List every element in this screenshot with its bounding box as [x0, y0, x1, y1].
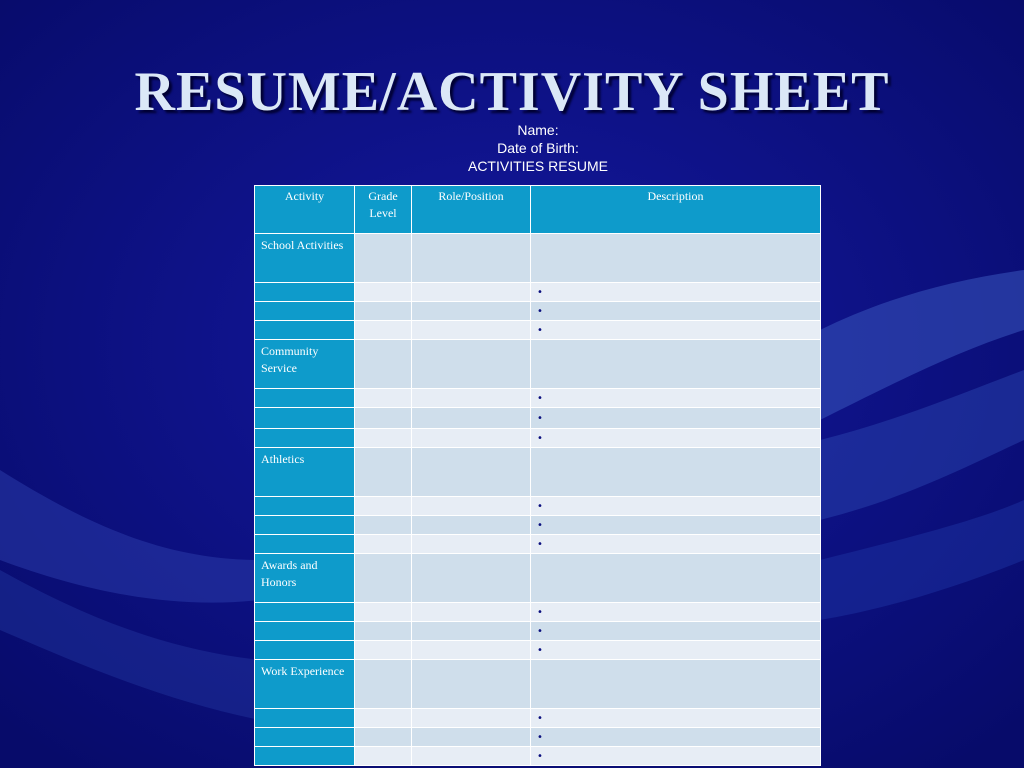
section-row [255, 234, 821, 283]
bullet-icon: • [537, 287, 543, 298]
header-role-position: Role/Position [412, 186, 531, 234]
bullet-icon: • [537, 713, 543, 724]
bullet-icon: • [537, 433, 543, 444]
activities-resume-label: ACTIVITIES RESUME [467, 158, 609, 174]
date-of-birth-label: Date of Birth: [497, 140, 579, 156]
activity-cell[interactable] [255, 603, 355, 622]
activity-cell[interactable] [255, 535, 355, 554]
table-row [255, 516, 821, 535]
role-position-cell[interactable] [412, 747, 531, 766]
bullet-icon: • [537, 626, 543, 637]
activity-cell[interactable] [255, 497, 355, 516]
description-cell[interactable] [531, 516, 821, 535]
grade-level-cell[interactable] [355, 283, 412, 302]
section-row [255, 448, 821, 497]
bullet-icon: • [537, 539, 543, 550]
resume-table [254, 185, 821, 766]
activity-cell[interactable] [255, 408, 355, 429]
description-cell[interactable] [531, 728, 821, 747]
bullet-icon: • [537, 645, 543, 656]
description-cell[interactable] [531, 622, 821, 641]
section-row [255, 340, 821, 389]
grade-level-cell[interactable] [355, 448, 412, 497]
grade-level-cell[interactable] [355, 709, 412, 728]
page-title: RESUME/ACTIVITY SHEET [134, 61, 890, 123]
table-row [255, 389, 821, 408]
grade-level-cell[interactable] [355, 408, 412, 429]
header-activity: Activity [255, 186, 355, 234]
header-grade-level: Grade Level [355, 186, 412, 234]
role-position-cell[interactable] [412, 429, 531, 448]
table-row [255, 321, 821, 340]
table-row [255, 747, 821, 766]
role-position-cell[interactable] [412, 554, 531, 603]
activity-cell[interactable] [255, 283, 355, 302]
grade-level-cell[interactable] [355, 535, 412, 554]
role-position-cell[interactable] [412, 283, 531, 302]
section-label: Awards and Honors [255, 554, 355, 603]
role-position-cell[interactable] [412, 497, 531, 516]
table-row [255, 728, 821, 747]
role-position-cell[interactable] [412, 408, 531, 429]
header-description: Description [531, 186, 821, 234]
grade-level-cell[interactable] [355, 321, 412, 340]
description-cell[interactable] [531, 234, 821, 283]
description-cell[interactable] [531, 535, 821, 554]
bullet-icon: • [537, 501, 543, 512]
bullet-icon: • [537, 751, 543, 762]
grade-level-cell[interactable] [355, 302, 412, 321]
role-position-cell[interactable] [412, 728, 531, 747]
table-row [255, 603, 821, 622]
table-row [255, 408, 821, 429]
table-row [255, 535, 821, 554]
description-cell[interactable] [531, 408, 821, 429]
bullet-icon: • [537, 306, 543, 317]
role-position-cell[interactable] [412, 622, 531, 641]
grade-level-cell[interactable] [355, 389, 412, 408]
activity-cell[interactable] [255, 321, 355, 340]
bullet-icon: • [537, 325, 543, 336]
table-row [255, 622, 821, 641]
description-cell[interactable] [531, 641, 821, 660]
section-label: School Activities [255, 234, 355, 283]
description-cell[interactable] [531, 321, 821, 340]
grade-level-cell[interactable] [355, 429, 412, 448]
grade-level-cell[interactable] [355, 340, 412, 389]
table-row [255, 709, 821, 728]
role-position-cell[interactable] [412, 709, 531, 728]
description-cell[interactable] [531, 747, 821, 766]
description-cell[interactable] [531, 340, 821, 389]
table-row [255, 497, 821, 516]
section-label: Community Service [255, 340, 355, 389]
section-label: Athletics [255, 448, 355, 497]
header-row [255, 186, 821, 234]
grade-level-cell[interactable] [355, 234, 412, 283]
grade-level-cell[interactable] [355, 554, 412, 603]
bullet-icon: • [537, 520, 543, 531]
bullet-icon: • [537, 413, 543, 424]
activity-cell[interactable] [255, 747, 355, 766]
activity-cell[interactable] [255, 429, 355, 448]
activity-cell[interactable] [255, 389, 355, 408]
bullet-icon: • [537, 393, 543, 404]
description-cell[interactable] [531, 660, 821, 709]
description-cell[interactable] [531, 554, 821, 603]
role-position-cell[interactable] [412, 340, 531, 389]
table-body [255, 234, 821, 766]
description-cell[interactable] [531, 302, 821, 321]
grade-level-cell[interactable] [355, 641, 412, 660]
role-position-cell[interactable] [412, 389, 531, 408]
grade-level-cell[interactable] [355, 603, 412, 622]
bullet-icon: • [537, 607, 543, 618]
table-row [255, 283, 821, 302]
description-cell[interactable] [531, 283, 821, 302]
section-row [255, 660, 821, 709]
role-position-cell[interactable] [412, 641, 531, 660]
section-row [255, 554, 821, 603]
grade-level-cell[interactable] [355, 622, 412, 641]
role-position-cell[interactable] [412, 516, 531, 535]
role-position-cell[interactable] [412, 448, 531, 497]
activity-cell[interactable] [255, 641, 355, 660]
role-position-cell[interactable] [412, 535, 531, 554]
grade-level-cell[interactable] [355, 728, 412, 747]
description-cell[interactable] [531, 497, 821, 516]
grade-level-cell[interactable] [355, 497, 412, 516]
activity-cell[interactable] [255, 709, 355, 728]
activity-cell[interactable] [255, 302, 355, 321]
table-row [255, 302, 821, 321]
description-cell[interactable] [531, 429, 821, 448]
name-label: Name: [517, 122, 559, 138]
role-position-cell[interactable] [412, 302, 531, 321]
role-position-cell[interactable] [412, 234, 531, 283]
table-row [255, 429, 821, 448]
grade-level-cell[interactable] [355, 516, 412, 535]
role-position-cell[interactable] [412, 603, 531, 622]
section-label: Work Experience [255, 660, 355, 709]
grade-level-cell[interactable] [355, 747, 412, 766]
table-row [255, 641, 821, 660]
description-cell[interactable] [531, 389, 821, 408]
bullet-icon: • [537, 732, 543, 743]
activity-cell[interactable] [255, 516, 355, 535]
description-cell[interactable] [531, 709, 821, 728]
activity-cell[interactable] [255, 622, 355, 641]
role-position-cell[interactable] [412, 321, 531, 340]
description-cell[interactable] [531, 603, 821, 622]
description-cell[interactable] [531, 448, 821, 497]
role-position-cell[interactable] [412, 660, 531, 709]
grade-level-cell[interactable] [355, 660, 412, 709]
activity-cell[interactable] [255, 728, 355, 747]
